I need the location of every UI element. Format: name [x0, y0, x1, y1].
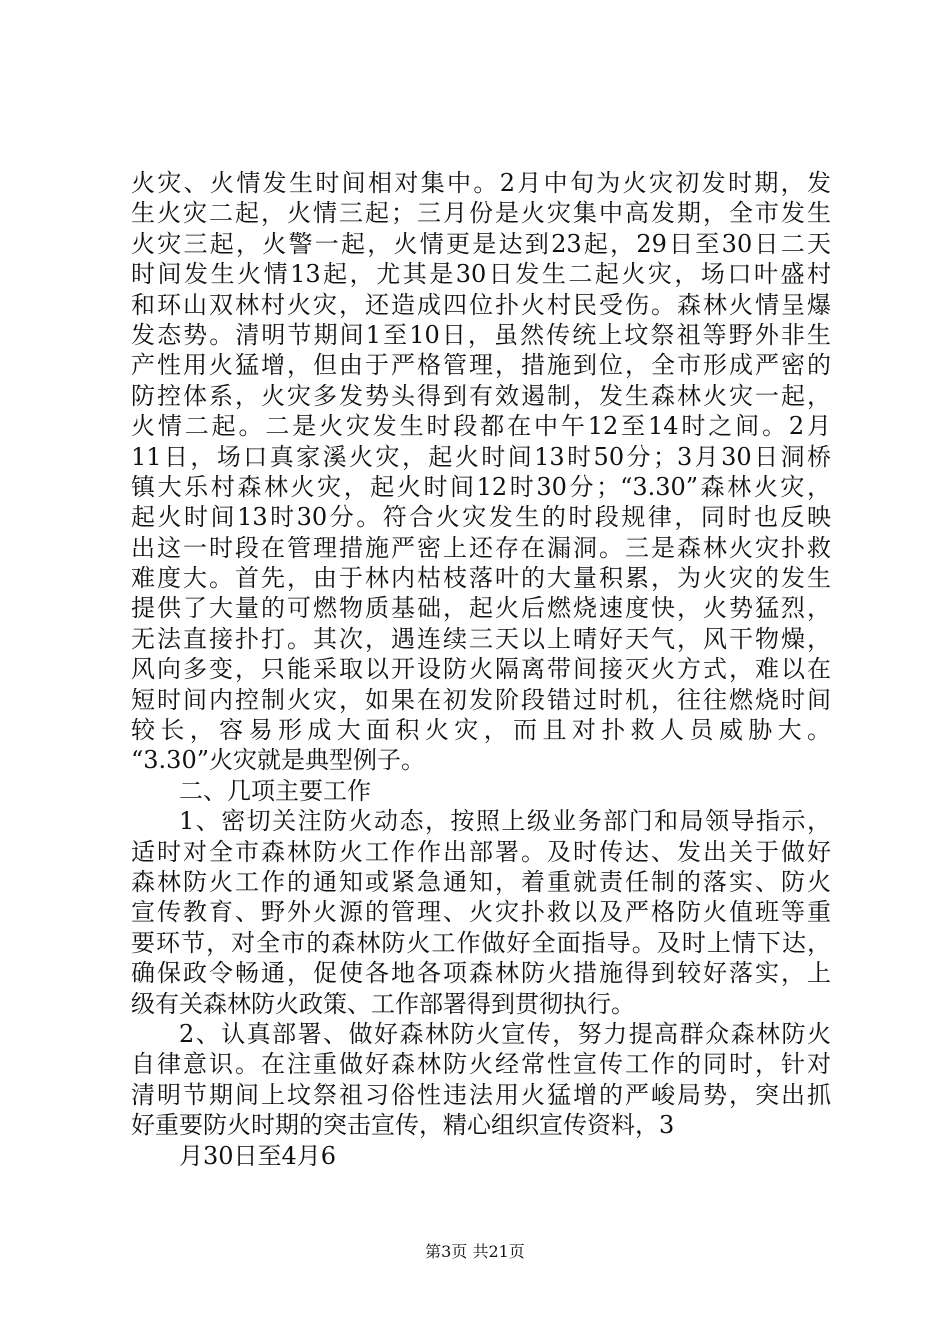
page-footer: 第3页 共21页: [425, 1242, 525, 1261]
text-line: 较长，容易形成大面积火灾，而且对扑救人员威胁大。: [131, 716, 831, 745]
text-line: 好重要防火时期的突击宣传，精心组织宣传资料，3: [131, 1111, 675, 1140]
text-line: 确保政令畅通，促使各地各项森林防火措施得到较好落实，上: [131, 959, 831, 988]
text-line: 1、密切关注防火动态，按照上级业务部门和局领导指示，: [179, 807, 831, 836]
text-line: 难度大。首先，由于林内枯枝落叶的大量积累，为火灾的发生: [131, 564, 831, 593]
text-line: 2、认真部署、做好森林防火宣传，努力提高群众森林防火: [179, 1019, 831, 1048]
text-line: 和环山双林村火灾，还造成四位扑火村民受伤。森林火情呈爆: [131, 290, 831, 319]
text-line: 起火时间13时30分。符合火灾发生的时段规律，同时也反映: [131, 503, 831, 532]
text-line: 时间发生火情13起，尤其是30日发生二起火灾，场口叶盛村: [131, 260, 831, 289]
text-line: 火灾三起，火警一起，火情更是达到23起，29日至30日二天: [131, 229, 831, 258]
text-line: 火灾、火情发生时间相对集中。2月中旬为火灾初发时期，发: [131, 169, 831, 197]
text-line: 出这一时段在管理措施严密上还存在漏洞。三是森林火灾扑救: [131, 533, 831, 562]
text-line: 生火灾二起，火情三起；三月份是火灾集中高发期，全市发生: [131, 199, 831, 228]
text-line: 二、几项主要工作: [179, 776, 371, 805]
text-line: “3.30”火灾就是典型例子。: [131, 746, 425, 775]
text-line: 无法直接扑打。其次，遇连续三天以上晴好天气，风干物燥，: [131, 624, 831, 653]
text-line: 风向多变，只能采取以开设防火隔离带间接灭火方式，难以在: [131, 655, 831, 684]
text-line: 自律意识。在注重做好森林防火经常性宣传工作的同时，针对: [131, 1050, 831, 1079]
text-line: 清明节期间上坟祭祖习俗性违法用火猛增的严峻局势，突出抓: [131, 1080, 831, 1109]
body-text: [131, 168, 831, 1171]
text-line: 11日，场口真家溪火灾，起火时间13时50分；3月30日洞桥: [131, 442, 831, 471]
text-line: 月30日至4月6: [179, 1141, 337, 1170]
text-line: 镇大乐村森林火灾，起火时间12时30分；“3.30”森林火灾，: [131, 472, 831, 501]
text-line: 发态势。清明节期间1至10日，虽然传统上坟祭祖等野外非生: [131, 320, 831, 349]
text-line: 短时间内控制火灾，如果在初发阶段错过时机，往往燃烧时间: [131, 685, 831, 714]
text-line: 级有关森林防火政策、工作部署得到贯彻执行。: [131, 989, 635, 1018]
text-line: 火情二起。二是火灾发生时段都在中午12至14时之间。2月: [131, 412, 831, 441]
text-line: 森林防火工作的通知或紧急通知，着重就责任制的落实、防火: [131, 867, 831, 896]
text-line: 提供了大量的可燃物质基础，起火后燃烧速度快，火势猛烈，: [131, 594, 831, 623]
text-line: 产性用火猛增，但由于严格管理，措施到位，全市形成严密的: [131, 351, 831, 380]
text-line: 防控体系，火灾多发势头得到有效遏制，发生森林火灾一起，: [131, 381, 831, 410]
text-line: 要环节，对全市的森林防火工作做好全面指导。及时上情下达，: [131, 928, 831, 957]
text-line: 宣传教育、野外火源的管理、火灾扑救以及严格防火值班等重: [131, 898, 831, 927]
text-line: 适时对全市森林防火工作作出部署。及时传达、发出关于做好: [131, 837, 831, 866]
